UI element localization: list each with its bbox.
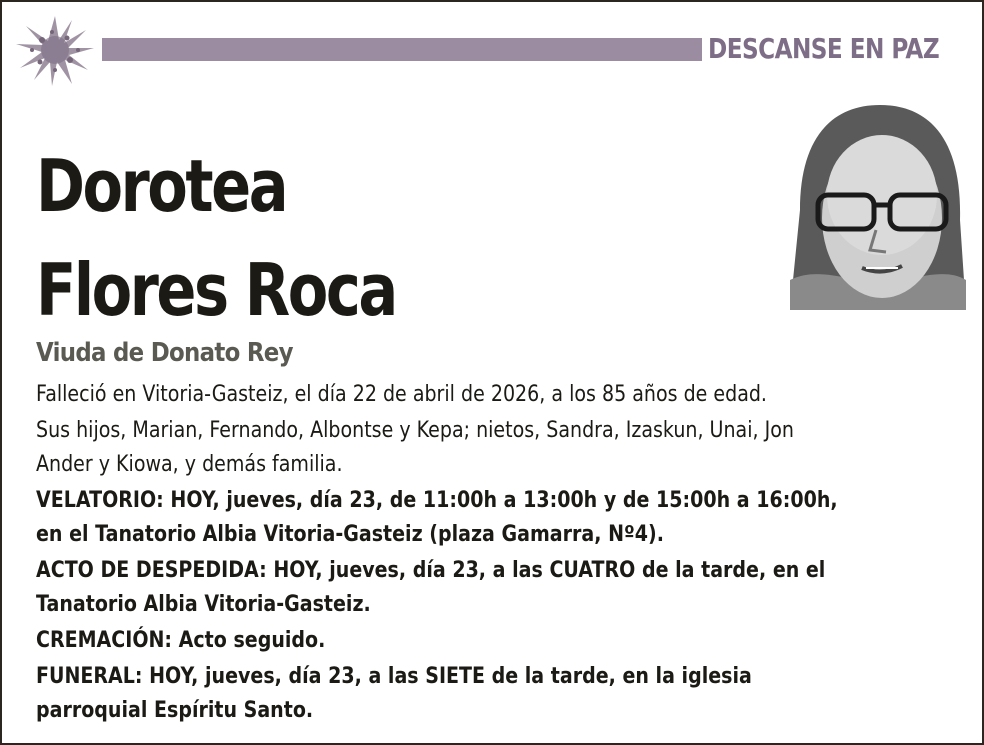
obituary-body: [36, 378, 901, 728]
funeral-line-2: parroquial Espíritu Santo.: [36, 698, 314, 723]
portrait-photo: [790, 100, 966, 310]
flower-icon: [12, 10, 98, 90]
family-line-1: Sus hijos, Marian, Fernando, Albontse y Kepa; nietos, Sandra, Izaskun, Unai, Jon: [36, 418, 794, 443]
surnames: Flores Roca: [36, 248, 396, 332]
first-name: Dorotea: [36, 144, 287, 228]
despedida-line-2: Tanatorio Albia Vitoria-Gasteiz.: [36, 592, 371, 617]
header-bar: [102, 38, 702, 61]
velatorio-line-2: en el Tanatorio Albia Vitoria-Gasteiz (plaza Gamarra, Nº4).: [36, 522, 664, 547]
deceased-name: [36, 134, 396, 342]
header-title: DESCANSE EN PAZ: [708, 32, 940, 65]
subtitle-widow-of: Viuda de Donato Rey: [36, 338, 293, 368]
cremacion: CREMACIÓN: Acto seguido.: [36, 628, 326, 653]
funeral-line-1: FUNERAL: HOY, jueves, día 23, a las SIETE de la tarde, en la iglesia: [36, 664, 752, 689]
death-notice: Falleció en Vitoria-Gasteiz, el día 22 de abril de 2026, a los 85 años de edad.: [36, 382, 767, 407]
family-line-2: Ander y Kiowa, y demás familia.: [36, 452, 343, 477]
velatorio-line-1: VELATORIO: HOY, jueves, día 23, de 11:00h a 13:00h y de 15:00h a 16:00h,: [36, 488, 838, 513]
despedida-line-1: ACTO DE DESPEDIDA: HOY, jueves, día 23, a las CUATRO de la tarde, en el: [36, 558, 826, 583]
